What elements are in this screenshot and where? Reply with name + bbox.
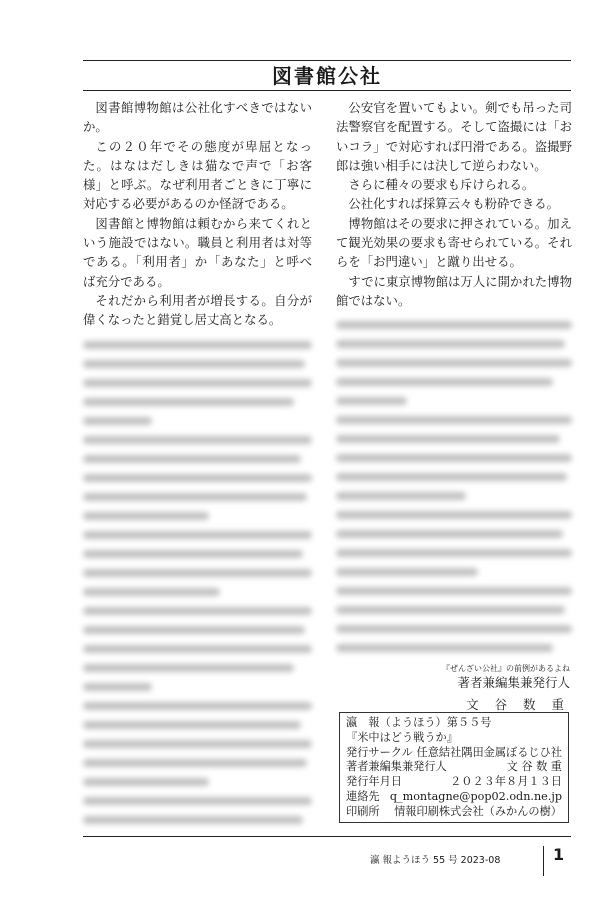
colophon-printer: 印刷所 情報印刷株式会社（みかんの樹） [346,804,562,818]
blurred-line [83,569,312,577]
blurred-line [83,417,152,425]
blurred-text-left [83,341,312,824]
blurred-line [336,549,572,557]
left-paragraph-1: 図書館博物館は公社化すべきではないか。 [83,100,312,135]
blurred-line [83,398,294,406]
blurred-line [83,683,152,691]
blurred-line [336,397,407,405]
blurred-line [83,607,312,615]
top-rule [83,60,571,61]
colophon-subtitle: 『米中はどう戦うか』 [346,730,458,744]
blurred-line [336,492,466,500]
publisher-ruby: 『ぜんざい公社』の前例があるよね [442,664,570,673]
right-paragraph-1: 公安官を置いてもよい。剣でも吊った司法警察官を配置する。そして盗撮には「おいコラ」で対応すれば円滑である。盗撮野郎は強い相手には決して逆らわない。 [336,100,572,173]
right-paragraph-5: すでに東京博物館は万人に開かれた博物館ではない。 [336,273,572,308]
right-paragraph-3: 公社化すれば採算云々も粉砕できる。 [348,196,560,212]
blurred-line [336,321,572,329]
blurred-line [336,511,572,519]
left-column [83,98,312,824]
blurred-line [336,625,572,633]
colophon-editor: 著者兼編集兼発行人 文 谷 数 重 [346,760,562,774]
footer-issue-text: 瀛 報ようほう 55 号 2023-08 [370,855,501,866]
blurred-line [83,474,312,482]
right-column [336,98,572,652]
colophon-issue: 瀛 報（ようほう）第５５号 [346,716,492,729]
left-paragraph-2: この２０年でその態度が卑屈となった。はなはだしきは猫なで声で「お客様」と呼ぶ。なぜ利用者ごときに丁寧に対応する必要があるのか怪訝である。 [83,138,312,212]
blurred-line [83,360,305,368]
blurred-line [83,512,209,520]
page-number: 1 [553,845,565,864]
blurred-line [83,645,312,653]
title-rule [83,90,571,91]
blurred-line [336,435,560,443]
blurred-line [83,455,301,463]
blurred-line [83,493,307,501]
article-title: 図書館公社 [272,64,382,88]
publisher-role: 著者兼編集兼発行人 [457,675,570,690]
blurred-line [83,721,301,729]
blurred-line [336,416,572,424]
blurred-line [83,664,294,672]
blurred-line [83,436,312,444]
blurred-line [83,778,209,786]
bottom-rule [83,836,571,837]
blurred-line [83,379,312,387]
blurred-line [83,531,312,539]
blurred-line [83,588,220,596]
blurred-line [336,454,572,462]
blurred-line [336,606,565,614]
left-paragraph-3: 図書館と博物館は頼むから来てくれという施設ではない。職員と利用者は対等である。「利用者」か「あなた」と呼べば充分である。 [83,215,312,289]
right-paragraph-2: さらに種々の要求も斥けられる。 [348,177,535,193]
blurred-line [336,587,572,595]
colophon-date: 発行年月日 ２０２３年８月１３日 [346,775,562,789]
colophon-contact: 連絡先 q_montagne@pop02.odn.ne.jp [346,789,562,803]
blurred-line [83,759,307,767]
colophon-box [339,712,569,823]
blurred-line [83,702,312,710]
right-paragraph-4: 博物館はその要求に押されている。加えて観光効果の要求も寄せられている。それらを「お門違い」と蹴り出せる。 [336,215,572,270]
blurred-line [83,816,303,824]
blurred-line [336,568,478,576]
left-paragraph-4: それだから利用者が増長する。自分が偉くなったと錯覚し居丈高となる。 [83,292,312,328]
blurred-line [83,626,305,634]
blurred-line [83,341,312,349]
blurred-line [336,530,563,538]
blurred-line [336,340,565,348]
blurred-text-right [336,321,572,652]
blurred-line [336,359,572,367]
publisher-block [400,664,570,714]
blurred-line [336,644,553,652]
blurred-line [83,797,312,805]
blurred-line [336,473,567,481]
publisher-name: 文 谷 数 重 [466,697,570,712]
colophon-circle: 発行サークル 任意結社隅田金属ぼるじひ社 [346,745,562,759]
blurred-line [336,378,553,386]
blurred-line [83,740,312,748]
blurred-line [83,550,303,558]
page-number-divider [543,846,544,876]
